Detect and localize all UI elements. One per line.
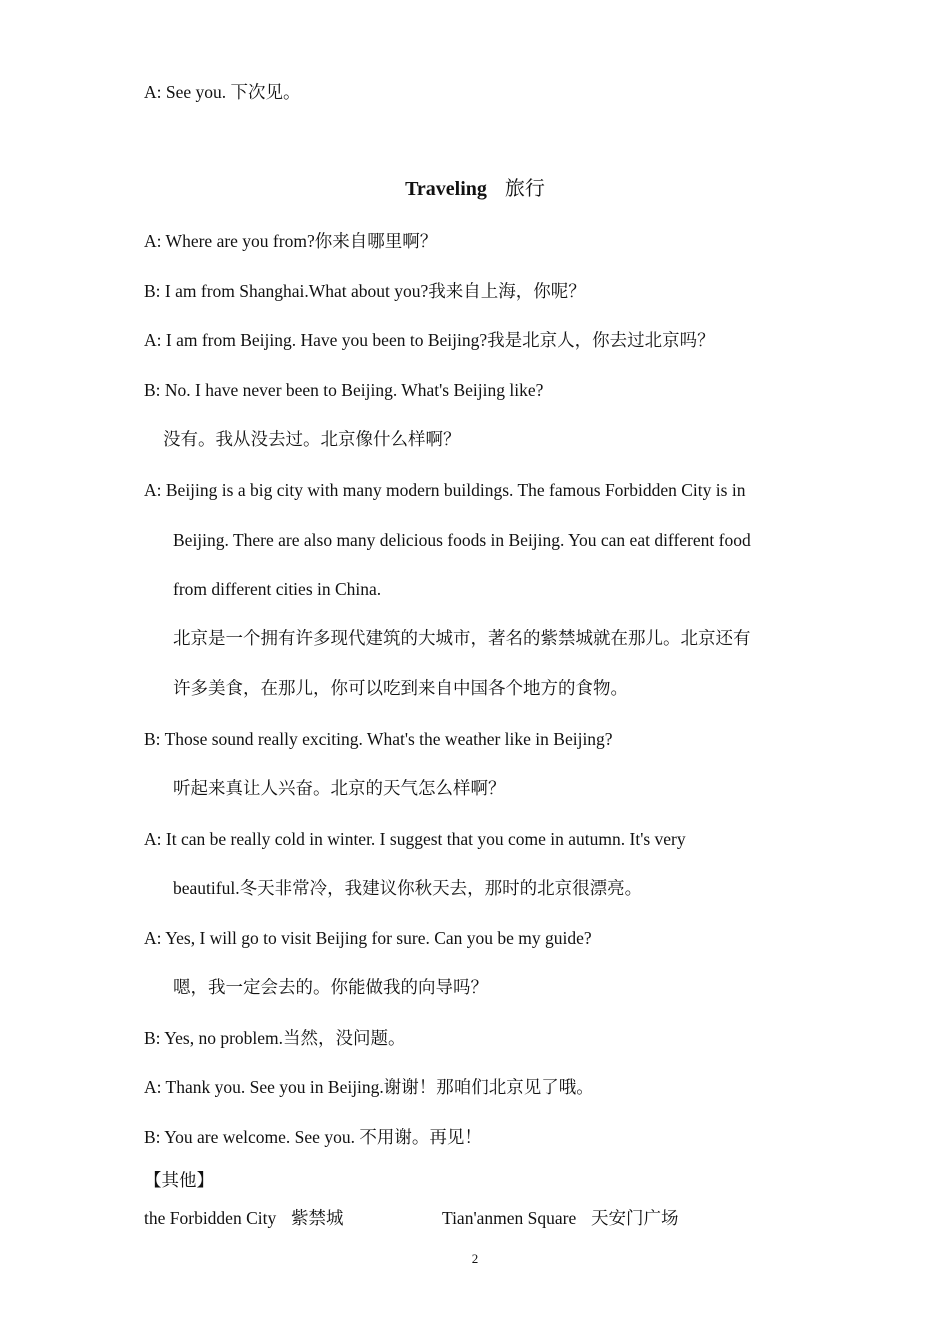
dialogue-line: A: It can be really cold in winter. I suggest that you come in autumn. It's very: [144, 829, 686, 849]
dialogue-line: B: Yes, no problem.当然，没问题。: [144, 1028, 406, 1048]
vocab-item: [144, 1206, 343, 1230]
vocab-en: Tian'anmen Square: [442, 1208, 577, 1228]
vocab-en: the Forbidden City: [144, 1208, 277, 1228]
dialogue-line: A: Beijing is a big city with many modern buildings. The famous Forbidden City is in: [144, 480, 746, 500]
dialogue-line: A: Yes, I will go to visit Beijing for sure. Can you be my guide?: [144, 928, 592, 948]
vocab-item: [442, 1206, 678, 1230]
dialogue-line: 北京是一个拥有许多现代建筑的大城市，著名的紫禁城就在那儿。北京还有: [173, 628, 751, 648]
dialogue-line: A: Where are you from?你来自哪里啊？: [144, 231, 438, 251]
vocab-zh: 紫禁城: [290, 1208, 344, 1228]
other-heading: 【其他】: [144, 1170, 214, 1190]
dialogue-line: 听起来真让人兴奋。北京的天气怎么样啊？: [173, 778, 506, 798]
page-number: 2: [471, 1251, 479, 1266]
dialogue-line: B: You are welcome. See you. 不用谢。再见！: [144, 1127, 482, 1147]
dialogue-line: beautiful.冬天非常冷，我建议你秋天去，那时的北京很漂亮。: [173, 878, 643, 898]
dialogue-line: 嗯，我一定会去的。你能做我的向导吗？: [173, 977, 488, 997]
dialogue-line: from different cities in China.: [173, 579, 382, 599]
dialogue-line: B: I am from Shanghai.What about you?我来自上海，你呢？: [144, 281, 586, 301]
dialogue-line: 许多美食，在那儿，你可以吃到来自中国各个地方的食物。: [173, 678, 628, 698]
dialogue-line: 没有。我从没去过。北京像什么样啊？: [163, 429, 461, 449]
dialogue-line: A: Thank you. See you in Beijing.谢谢！那咱们北京见了哦。: [144, 1077, 594, 1097]
dialogue-line: A: I am from Beijing. Have you been to Beijing?我是北京人，你去过北京吗？: [144, 330, 715, 350]
section-title-zh: 旅行: [504, 178, 545, 200]
dialogue-line: B: Those sound really exciting. What's the weather like in Beijing?: [144, 729, 613, 749]
section-title-en: Traveling: [405, 178, 487, 200]
dialogue-line: B: No. I have never been to Beijing. What's Beijing like?: [144, 380, 544, 400]
vocab-zh: 天安门广场: [590, 1208, 679, 1228]
dialogue-line-top: A: See you. 下次见。: [144, 82, 301, 102]
dialogue-line: Beijing. There are also many delicious foods in Beijing. You can eat different food: [173, 530, 751, 550]
section-title: [0, 175, 950, 203]
